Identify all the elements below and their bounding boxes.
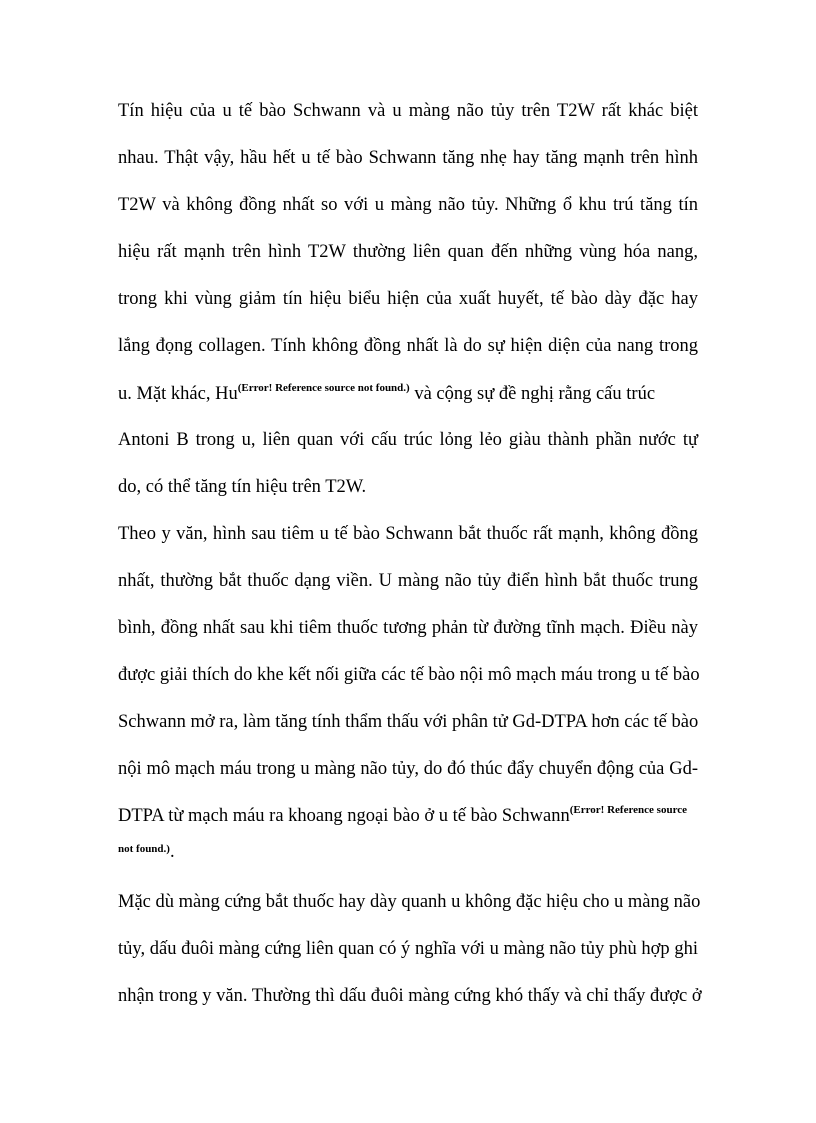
reference-error-continuation: not found.) [118, 843, 170, 855]
reference-error-superscript: (Error! Reference source [569, 804, 688, 816]
paragraph-1-reference-line [118, 383, 698, 404]
paragraph-2-reference-continuation [118, 838, 698, 862]
paragraph-2-line-5: Schwann mở ra, làm tăng tính thẩm thấu với phân tử Gd-DTPA hơn các tế bào [118, 712, 699, 732]
ref-line-text-after: và cộng sự đề nghị rằng cấu trúc [409, 384, 656, 404]
paragraph-3-line-1: Mặc dù màng cứng bắt thuốc hay dày quanh u không đặc hiệu cho u màng não [118, 892, 701, 912]
paragraph-1-line-1: Tín hiệu của u tế bào Schwann và u màng não tủy trên T2W rất khác biệt [118, 101, 698, 121]
paragraph-2-line-6: nội mô mạch máu trong u màng não tủy, do đó thúc đẩy chuyển động của Gd- [118, 759, 698, 779]
paragraph-1-line-6: lắng đọng collagen. Tính không đồng nhất là do sự hiện diện của nang trong [118, 336, 698, 356]
paragraph-1-line-2: nhau. Thật vậy, hầu hết u tế bào Schwann tăng nhẹ hay tăng mạnh trên hình [118, 148, 698, 168]
paragraph-1-line-4: hiệu rất mạnh trên hình T2W thường liên quan đến những vùng hóa nang, [118, 242, 698, 262]
closing-period: . [169, 842, 175, 862]
paragraph-1-line-3: T2W và không đồng nhất so với u màng não tủy. Những ổ khu trú tăng tín [118, 195, 698, 215]
paragraph-1-line-9: do, có thể tăng tín hiệu trên T2W. [118, 477, 367, 497]
paragraph-1-line-8: Antoni B trong u, liên quan với cấu trúc lỏng lẻo giàu thành phần nước tự [118, 430, 698, 450]
paragraph-2-line-2: nhất, thường bắt thuốc dạng viền. U màng não tủy điển hình bắt thuốc trung [118, 571, 698, 591]
paragraph-2-line-1: Theo y văn, hình sau tiêm u tế bào Schwann bắt thuốc rất mạnh, không đồng [118, 524, 698, 544]
ref-line-text-before: u. Mặt khác, Hu [118, 384, 238, 404]
paragraph-1-line-5: trong khi vùng giảm tín hiệu biểu hiện của xuất huyết, tế bào dày đặc hay [118, 289, 698, 309]
paragraph-3-line-2: tủy, dấu đuôi màng cứng liên quan có ý nghĩa với u màng não tủy phù hợp ghi [118, 939, 698, 959]
paragraph-2-reference-line [118, 805, 698, 826]
paragraph-3-line-3: nhận trong y văn. Thường thì dấu đuôi màng cứng khó thấy và chỉ thấy được ở [118, 986, 702, 1006]
paragraph-2-line-3: bình, đồng nhất sau khi tiêm thuốc tương phản từ đường tĩnh mạch. Điều này [118, 618, 698, 638]
paragraph-2-line-4: được giải thích do khe kết nối giữa các tế bào nội mô mạch máu trong u tế bào [118, 665, 700, 685]
ref-line-text-before: DTPA từ mạch máu ra khoang ngoại bào ở u tế bào Schwann [118, 806, 570, 826]
reference-error-superscript: (Error! Reference source not found.) [237, 382, 410, 394]
